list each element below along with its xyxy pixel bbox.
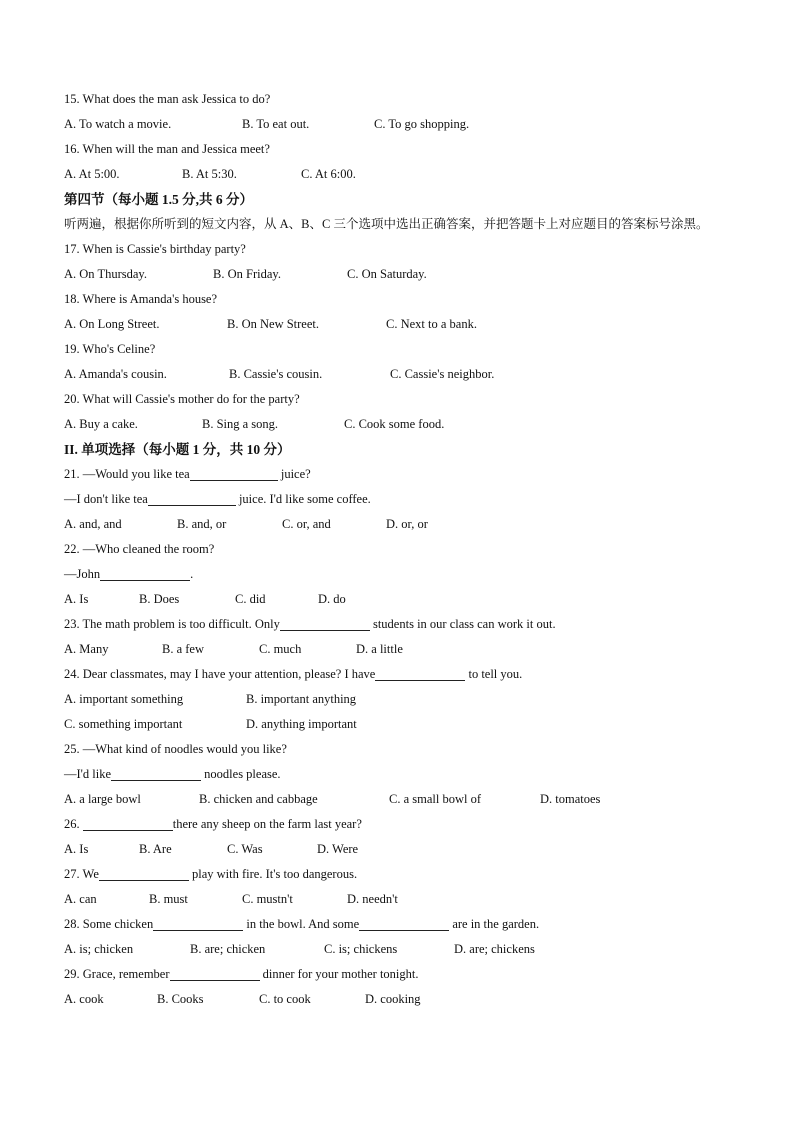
question-28-text-a: 28. Some chicken: [64, 917, 154, 931]
option-19-a[interactable]: A. Amanda's cousin.: [64, 367, 167, 381]
option-28-c[interactable]: C. is; chickens: [324, 942, 398, 956]
question-29-text-a: 29. Grace, remember: [64, 967, 170, 981]
option-24-a[interactable]: A. important something: [64, 692, 184, 706]
option-28-a[interactable]: A. is; chicken: [64, 942, 134, 956]
option-20-b[interactable]: B. Sing a song.: [202, 417, 279, 431]
question-21-line-1: [64, 462, 744, 487]
answer-blank[interactable]: [148, 490, 236, 506]
question-28-text-c: are in the garden.: [452, 917, 540, 931]
question-22-line-2: [64, 562, 744, 587]
question-21-text-b: juice?: [280, 467, 311, 481]
option-28-d[interactable]: D. are; chickens: [454, 942, 535, 956]
option-21-c[interactable]: C. or, and: [282, 517, 331, 531]
question-19-options: [64, 362, 744, 387]
question-24-stem: [64, 662, 744, 687]
question-20-options: [64, 412, 744, 437]
answer-blank[interactable]: [375, 665, 465, 681]
option-19-b[interactable]: B. Cassie's cousin.: [229, 367, 323, 381]
option-26-a[interactable]: A. Is: [64, 842, 89, 856]
question-28-stem: [64, 912, 744, 937]
question-23-options: [64, 637, 744, 662]
question-19-stem: 19. Who's Celine?: [64, 342, 156, 356]
option-27-d[interactable]: D. needn't: [347, 892, 398, 906]
option-23-c[interactable]: C. much: [259, 642, 302, 656]
question-29-stem: [64, 962, 744, 987]
option-21-a[interactable]: A. and, and: [64, 517, 122, 531]
option-26-c[interactable]: C. Was: [227, 842, 263, 856]
question-21-text-d: juice. I'd like some coffee.: [238, 492, 371, 506]
option-20-c[interactable]: C. Cook some food.: [344, 417, 445, 431]
answer-blank[interactable]: [111, 765, 201, 781]
question-26-text-a: 26.: [64, 817, 80, 831]
option-29-d[interactable]: D. cooking: [365, 992, 421, 1006]
option-19-c[interactable]: C. Cassie's neighbor.: [390, 367, 495, 381]
option-22-b[interactable]: B. Does: [139, 592, 180, 606]
option-25-c[interactable]: C. a small bowl of: [389, 792, 482, 806]
question-18-stem: 18. Where is Amanda's house?: [64, 292, 218, 306]
question-27-text-a: 27. We: [64, 867, 99, 881]
option-27-a[interactable]: A. can: [64, 892, 97, 906]
question-26-options: [64, 837, 744, 862]
option-18-a[interactable]: A. On Long Street.: [64, 317, 160, 331]
option-21-d[interactable]: D. or, or: [386, 517, 428, 531]
question-22-line-1: 22. —Who cleaned the room?: [64, 542, 215, 556]
question-21-options: [64, 512, 744, 537]
question-18-options: [64, 312, 744, 337]
option-22-d[interactable]: D. do: [318, 592, 346, 606]
answer-blank[interactable]: [83, 815, 173, 831]
question-15-options: [64, 112, 744, 137]
option-23-b[interactable]: B. a few: [162, 642, 204, 656]
question-29-options: [64, 987, 744, 1012]
question-27-text-b: play with fire. It's too dangerous.: [192, 867, 358, 881]
question-21-text-a: 21. —Would you like tea: [64, 467, 190, 481]
option-27-c[interactable]: C. mustn't: [242, 892, 293, 906]
question-21-text-c: —I don't like tea: [64, 492, 148, 506]
option-15-a[interactable]: A. To watch a movie.: [64, 117, 172, 131]
option-23-a[interactable]: A. Many: [64, 642, 109, 656]
answer-blank[interactable]: [170, 965, 260, 981]
question-23-text-a: 23. The math problem is too difficult. Only: [64, 617, 280, 631]
section-4-instruction: 听两遍，根据你所听到的短文内容，从 A、B、C 三个选项中选出正确答案，并把答题卡上对应题目的答案标号涂黑。: [64, 217, 709, 231]
option-16-a[interactable]: A. At 5:00.: [64, 167, 120, 181]
exam-page: [64, 87, 744, 1012]
question-28-text-b: in the bowl. And some: [246, 917, 360, 931]
question-28-options: [64, 937, 744, 962]
option-18-b[interactable]: B. On New Street.: [227, 317, 319, 331]
question-17-options: [64, 262, 744, 287]
option-29-c[interactable]: C. to cook: [259, 992, 311, 1006]
question-25-line-1: 25. —What kind of noodles would you like?: [64, 742, 287, 756]
option-22-a[interactable]: A. Is: [64, 592, 89, 606]
question-23-text-b: students in our class can work it out.: [372, 617, 556, 631]
option-27-b[interactable]: B. must: [149, 892, 188, 906]
question-29-text-b: dinner for your mother tonight.: [262, 967, 419, 981]
answer-blank[interactable]: [99, 865, 189, 881]
question-24-text-b: to tell you.: [468, 667, 523, 681]
option-15-c[interactable]: C. To go shopping.: [374, 117, 470, 131]
answer-blank[interactable]: [280, 615, 370, 631]
question-25-text-a: —I'd like: [64, 767, 112, 781]
option-25-d[interactable]: D. tomatoes: [540, 792, 601, 806]
option-28-b[interactable]: B. are; chicken: [190, 942, 266, 956]
question-27-options: [64, 887, 744, 912]
answer-blank[interactable]: [359, 915, 449, 931]
question-25-text-b: noodles please.: [204, 767, 281, 781]
option-29-a[interactable]: A. cook: [64, 992, 104, 1006]
question-15-stem: 15. What does the man ask Jessica to do?: [64, 92, 271, 106]
question-25-options: [64, 787, 744, 812]
part-2-title: II. 单项选择（每小题 1 分，共 10 分）: [64, 442, 291, 457]
question-17-stem: 17. When is Cassie's birthday party?: [64, 242, 246, 256]
question-26-text-b: there any sheep on the farm last year?: [172, 817, 362, 831]
question-26-stem: [64, 812, 744, 837]
option-18-c[interactable]: C. Next to a bank.: [386, 317, 477, 331]
answer-blank[interactable]: [153, 915, 243, 931]
option-25-b[interactable]: B. chicken and cabbage: [199, 792, 318, 806]
option-25-a[interactable]: A. a large bowl: [64, 792, 141, 806]
option-16-b[interactable]: B. At 5:30.: [182, 167, 237, 181]
option-15-b[interactable]: B. To eat out.: [242, 117, 310, 131]
option-20-a[interactable]: A. Buy a cake.: [64, 417, 138, 431]
question-23-stem: [64, 612, 744, 637]
option-24-c[interactable]: C. something important: [64, 717, 183, 731]
question-27-stem: [64, 862, 744, 887]
question-16-stem: 16. When will the man and Jessica meet?: [64, 142, 270, 156]
question-22-options: [64, 587, 744, 612]
question-24-text-a: 24. Dear classmates, may I have your attention, please? I have: [64, 667, 376, 681]
section-4-title: 第四节（每小题 1.5 分,共 6 分）: [64, 192, 253, 207]
question-24-options-row-1: [64, 687, 744, 712]
option-26-b[interactable]: B. Are: [139, 842, 172, 856]
option-17-a[interactable]: A. On Thursday.: [64, 267, 147, 281]
option-17-c[interactable]: C. On Saturday.: [347, 267, 427, 281]
option-24-d[interactable]: D. anything important: [246, 717, 357, 731]
answer-blank[interactable]: [100, 565, 190, 581]
question-21-line-2: [64, 487, 744, 512]
question-20-stem: 20. What will Cassie's mother do for the party?: [64, 392, 300, 406]
option-22-c[interactable]: C. did: [235, 592, 266, 606]
option-24-b[interactable]: B. important anything: [246, 692, 357, 706]
option-16-c[interactable]: C. At 6:00.: [301, 167, 356, 181]
option-21-b[interactable]: B. and, or: [177, 517, 227, 531]
question-22-text-a: —John: [64, 567, 101, 581]
option-17-b[interactable]: B. On Friday.: [213, 267, 281, 281]
question-16-options: [64, 162, 744, 187]
option-26-d[interactable]: D. Were: [317, 842, 359, 856]
question-25-line-2: [64, 762, 744, 787]
answer-blank[interactable]: [190, 465, 278, 481]
option-23-d[interactable]: D. a little: [356, 642, 403, 656]
question-22-text-b: .: [190, 567, 194, 581]
option-29-b[interactable]: B. Cooks: [157, 992, 204, 1006]
question-24-options-row-2: [64, 712, 744, 737]
